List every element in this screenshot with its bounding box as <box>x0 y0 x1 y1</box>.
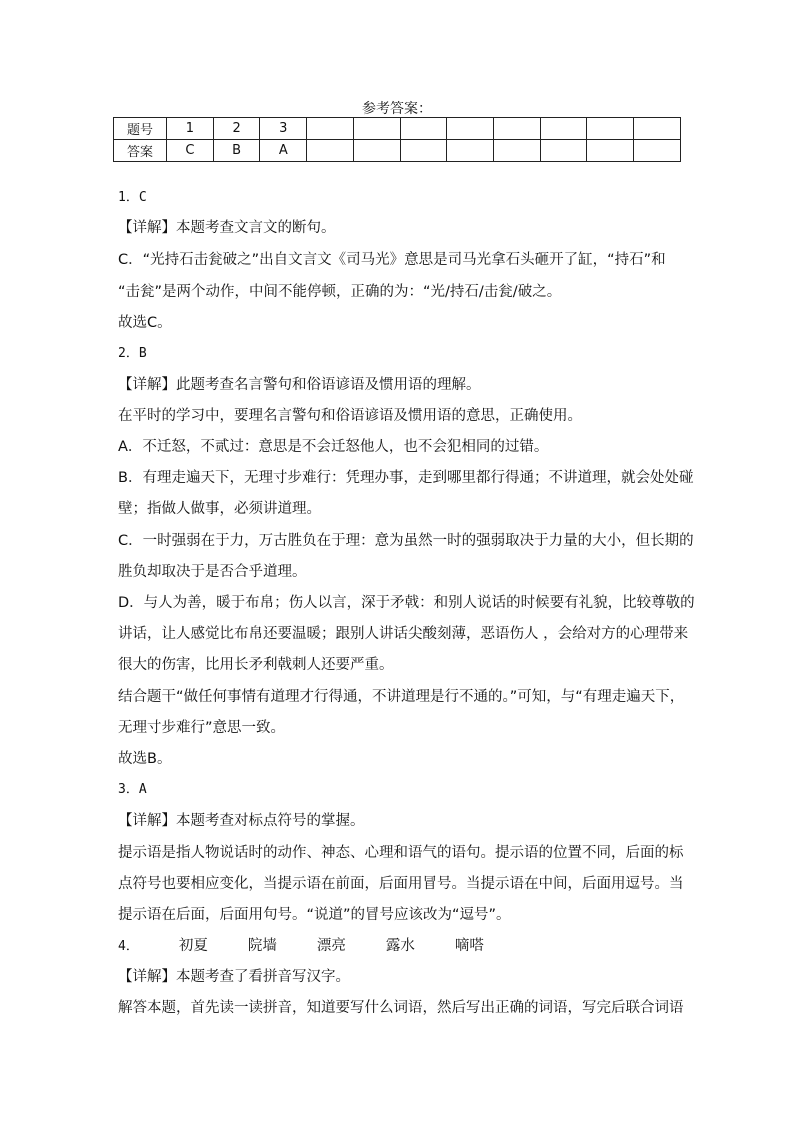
answer-table <box>113 117 681 162</box>
q2-option-d-line1: D．与人为善，暖于布帛；伤人以言，深于矛戟：和别人说话的时候要有礼貌，比较尊敬的 <box>118 595 695 611</box>
table-cell <box>400 118 447 140</box>
table-cell <box>307 140 354 162</box>
q2-option-a: A．不迁怒，不贰过：意思是不会迁怒他人，也不会犯相同的过错。 <box>118 439 549 455</box>
table-cell <box>494 118 541 140</box>
q2-option-c-line2: 胜负却取决于是否合乎道理。 <box>118 564 307 580</box>
table-cell: 1 <box>167 118 214 140</box>
table-row <box>114 118 681 140</box>
table-cell <box>587 140 634 162</box>
q4-line1: 解答本题，首先读一读拼音，知道要写什么词语，然后写出正确的词语，写完后联合词语 <box>118 1000 684 1016</box>
q2-option-d-line2: 讲话，让人感觉比布帛还要温暖；跟别人讲话尖酸刻薄，恶语伤人 ，会给对方的心理带来 <box>118 626 689 642</box>
q4-word: 漂亮 <box>316 938 346 954</box>
q1-line1: C．“光持石击瓮破之”出自文言文《司马光》意思是司马光拿石头砸开了缸，“持石”和 <box>118 252 666 268</box>
q2-option-b-line1: B．有理走遍天下，无理寸步难行：凭理办事，走到哪里都行得通；不讲道理，就会处处碰 <box>118 470 694 486</box>
table-cell <box>400 140 447 162</box>
q3-line1: 提示语是指人物说话时的动作、神态、心理和语气的语句。提示语的位置不同，后面的标 <box>118 845 684 861</box>
table-cell <box>540 118 587 140</box>
table-cell: C <box>167 140 214 162</box>
table-cell <box>447 140 494 162</box>
q1-conclusion: 故选C。 <box>118 315 172 331</box>
table-cell: A <box>260 140 307 162</box>
q1-detail: 【详解】本题考查文言文的断句。 <box>118 220 336 236</box>
q2-conclusion: 故选B。 <box>118 751 172 767</box>
q3-line3: 提示语在后面，后面用句号。“说道”的冒号应该改为“逗号”。 <box>118 907 511 923</box>
q2-number: 2．B <box>118 346 147 361</box>
q4-word: 露水 <box>385 938 415 954</box>
q4-number: 4． <box>118 939 139 954</box>
table-cell: 2 <box>213 118 260 140</box>
table-cell <box>494 140 541 162</box>
table-cell: 题号 <box>114 118 167 140</box>
table-cell <box>353 118 400 140</box>
q2-summary-line2: 无理寸步难行”意思一致。 <box>118 720 286 736</box>
q3-detail: 【详解】本题考查对标点符号的掌握。 <box>118 813 365 829</box>
q3-number: 3．A <box>118 782 147 797</box>
q1-number: 1．C <box>118 190 147 205</box>
q2-option-b-line2: 壁；指做人做事，必须讲道理。 <box>118 501 321 517</box>
q4-answer-row <box>118 936 484 957</box>
q4-word: 初夏 <box>178 938 208 954</box>
table-cell <box>353 140 400 162</box>
table-cell: 答案 <box>114 140 167 162</box>
answer-key-title: 参考答案： <box>362 101 432 117</box>
q2-summary-line1: 结合题干“做任何事情有道理才行得通，不讲道理是行不通的。”可知，与“有理走遍天下， <box>118 689 685 705</box>
table-cell <box>540 140 587 162</box>
table-cell <box>447 118 494 140</box>
table-cell <box>307 118 354 140</box>
q4-word: 嘀嗒 <box>454 938 484 954</box>
q1-line2: “击瓮”是两个动作，中间不能停顿，正确的为：“光/持石/击瓮/破之。 <box>118 284 562 300</box>
table-cell <box>587 118 634 140</box>
table-cell: B <box>213 140 260 162</box>
q2-intro: 在平时的学习中，要理名言警句和俗语谚语及惯用语的意思，正确使用。 <box>118 408 582 424</box>
table-cell: 3 <box>260 118 307 140</box>
q2-option-d-line3: 很大的伤害，比用长矛利戟刺人还要严重。 <box>118 657 394 673</box>
q4-detail: 【详解】本题考查了看拼音写汉字。 <box>118 969 350 985</box>
table-cell <box>634 118 681 140</box>
q4-word: 院墙 <box>247 938 277 954</box>
table-row <box>114 140 681 162</box>
table-cell <box>634 140 681 162</box>
q3-line2: 点符号也要相应变化，当提示语在前面，后面用冒号。当提示语在中间，后面用逗号。当 <box>118 876 684 892</box>
q2-option-c-line1: C．一时强弱在于力，万古胜负在于理：意为虽然一时的强弱取决于力量的大小，但长期的 <box>118 533 694 549</box>
q2-detail: 【详解】此题考查名言警句和俗语谚语及惯用语的理解。 <box>118 377 481 393</box>
